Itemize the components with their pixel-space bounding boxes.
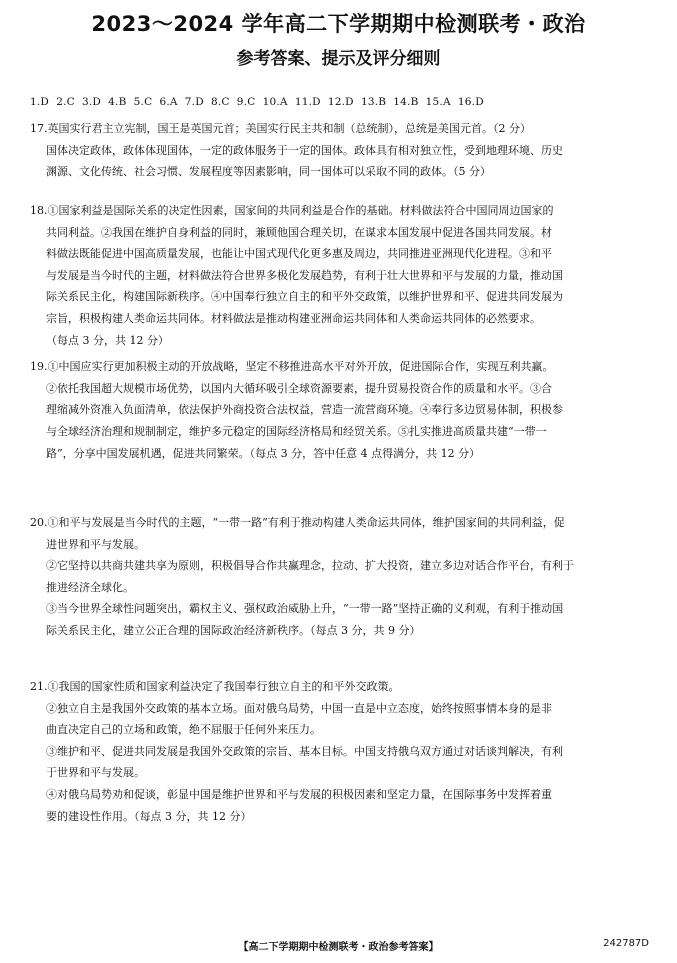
choice-answer: 5.C (133, 96, 153, 108)
answer-line: 进世界和平与发展。 (46, 537, 145, 551)
answer-line: 20.①和平与发展是当今时代的主题，“一带一路”有利于推动构建人类命运共同体，维护国家间的共同利益，促 (30, 516, 565, 529)
choice-answer: 8.C (210, 96, 230, 108)
question-18 (30, 200, 655, 464)
answer-line: 21.①我国的国家性质和国家利益决定了我国奉行独立自主的和平外交政策。 (30, 680, 400, 693)
answer-line: ③维护和平、促进共同发展是我国外交政策的宗旨、基本目标。中国支持俄乌双方通过对话谈判解决，有利 (46, 744, 563, 758)
choice-answer: 1.D (30, 96, 50, 108)
answer-line: 于世界和平与发展。 (46, 766, 145, 780)
answer-line: 料做法既能促进中国高质量发展，也能让中国式现代化更多惠及周边，共同推进亚洲现代化进程。③和平 (46, 247, 552, 261)
answer-line: 际关系民主化，建立公正合理的国际政治经济新秩序。（每点 3 分，共 9 分） (46, 623, 421, 637)
choice-answer: 2.C (56, 96, 75, 108)
answer-line: 际关系民主化，构建国际新秩序。④中国奉行独立自主的和平外交政策，以维护世界和平、促进共同发展为 (46, 290, 563, 304)
choice-answer: 13.B (360, 96, 387, 108)
answer-line: 要的建设性作用。（每点 3 分，共 12 分） (46, 809, 252, 823)
answer-line: 渊源、文化传统、社会习惯、发展程度等因素影响，同一国体可以采取不同的政体。（5 分） (46, 165, 491, 179)
answer-line: ②独立自主是我国外交政策的基本立场。面对俄乌局势，中国一直是中立态度，始终按照事情本身的是非 (46, 701, 552, 715)
choice-answer-row (30, 96, 650, 108)
answer-line: ④对俄乌局势劝和促谈，彰显中国是维护世界和平与发展的积极因素和坚定力量，在国际事务中发挥着重 (46, 787, 552, 801)
answer-line: ②它坚持以共商共建共享为原则，积极倡导合作共赢理念，拉动、扩大投资，建立多边对话合作平台，有利于 (46, 559, 574, 573)
question-20 (30, 512, 655, 642)
answer-line: 理缩减外资准入负面清单，依法保护外商投资合法权益，营造一流营商环境。④奉行多边贸易体制，积极参 (46, 403, 563, 417)
choice-answer: 15.A (425, 96, 451, 108)
answer-line: 推进经济全球化。 (46, 580, 134, 594)
choice-answer: 4.B (108, 96, 127, 108)
answer-line: 与全球经济治理和规制制定，维护多元稳定的国际经济格局和经贸关系。⑤扎实推进高质量共建“一带一 (46, 424, 547, 438)
footer-label: 【高二下学期期中检测联考・政治参考答案】 (238, 942, 439, 953)
answer-line: 共同利益。②我国在维护自身利益的同时，兼顾他国合理关切，在谋求本国发展中促进各国共同发展。材 (46, 225, 552, 239)
answer-line: 宗旨，积极构建人类命运共同体。材料做法是推动构建亚洲命运共同体和人类命运共同体的必然要求。 (46, 311, 541, 325)
answer-line: 19.①中国应实行更加积极主动的开放战略，坚定不移推进高水平对外开放，促进国际合作，实现互利共赢。 (30, 360, 554, 374)
document-code: 242787D (603, 938, 649, 949)
choice-answer: 12.D (327, 96, 354, 108)
answer-line: 17.英国实行君主立宪制，国王是英国元首；美国实行民主共和制（总统制），总统是美国元首。（2 分） (30, 122, 531, 135)
answer-line: ②依托我国超大规模市场优势，以国内大循环吸引全球资源要素，提升贸易投资合作的质量和水平。③合 (46, 381, 552, 395)
choice-answer: 11.D (294, 96, 321, 108)
choice-answer: 6.A (159, 96, 178, 108)
answer-line: ③当今世界全球性问题突出，霸权主义、强权政治威胁上升，“一带一路”坚持正确的义利观，有利于推动国 (46, 602, 564, 616)
choice-answer: 7.D (184, 96, 204, 108)
choice-answer: 14.B (393, 96, 419, 108)
answer-line: 曲直决定自己的立场和政策，绝不屈服于任何外来压力。 (46, 723, 321, 737)
question-21 (30, 676, 655, 827)
choice-answer: 3.D (81, 96, 102, 108)
choice-answer: 10.A (262, 96, 288, 108)
choice-answer: 16.D (457, 96, 484, 108)
answer-line: 国体决定政体，政体体现国体，一定的政体服务于一定的国体。政体具有相对独立性，受到地理环境、历史 (46, 143, 563, 157)
page-subtitle: 参考答案、提示及评分细则 (236, 49, 441, 69)
answer-line: 与发展是当今时代的主题，材料做法符合世界多极化发展趋势，有利于壮大世界和平与发展的力量，推动国 (46, 268, 563, 282)
choice-answer: 9.C (236, 96, 256, 108)
question-17 (30, 118, 655, 183)
answer-line: 路”，分享中国发展机遇，促进共同繁荣。（每点 3 分，答中任意 4 点得满分，共 12 分） (46, 446, 481, 460)
page-title: 2023～2024 学年高二下学期期中检测联考・政治 (91, 12, 586, 36)
answer-line: 18.①国家利益是国际关系的决定性因素，国家间的共同利益是合作的基础。材料做法符合中国同周边国家的 (30, 204, 554, 217)
answer-line: （每点 3 分，共 12 分） (46, 333, 169, 347)
